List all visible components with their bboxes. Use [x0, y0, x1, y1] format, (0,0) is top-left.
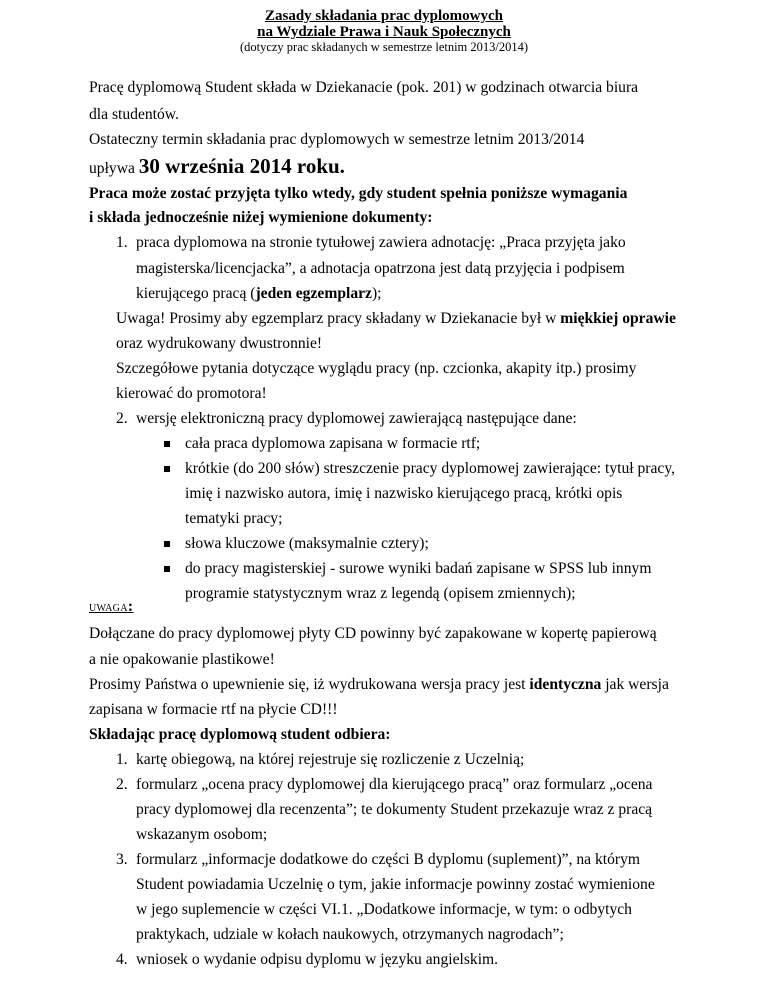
bullet-marker: [164, 566, 170, 572]
requirement-item1-line1: praca dyplomowa na stronie tytułowej zawiera adnotację: „Praca przyjęta jako: [136, 234, 626, 251]
warning-label-text: UWAGA: [89, 603, 128, 614]
intro-p1-line1: Pracę dyplomową Student składa w Dziekanacie (pok. 201) w godzinach otwarcia biura: [89, 79, 639, 96]
warning-p2-prefix: Prosimy Państwa o upewnienie się, iż wydrukowana wersja pracy jest: [89, 676, 530, 693]
warning-p2-line1: [89, 675, 669, 695]
bullet2-line2: imię i nazwisko autora, imię i nazwisko kierującego pracą, krótki opis: [185, 485, 623, 502]
warning-label: [89, 600, 133, 616]
receives-item3-line1: formularz „informacje dodatkowe do części B dyplomu (suplement)”, na którym: [136, 851, 641, 868]
requirement-item1-line3: [136, 284, 382, 304]
receives-item3-line4: praktykach, udziale w kołach naukowych, otrzymanych nagrodach”;: [136, 926, 564, 943]
bullet-marker: [164, 441, 170, 447]
bullet1-line1: cała praca dyplomowa zapisana w formacie rtf;: [185, 435, 481, 452]
warning-p2-suffix: jak wersja: [601, 676, 669, 693]
bullet-marker: [164, 466, 170, 472]
document-title-line1: Zasady składania prac dyplomowych: [265, 8, 503, 24]
document-title-line2: na Wydziale Prawa i Nauk Społecznych: [257, 24, 511, 40]
requirement-item2-text: wersję elektroniczną pracy dyplomowej zawierającą następujące dane:: [136, 410, 577, 427]
note1-softcover-bold: miękkiej oprawie: [560, 310, 676, 327]
note1-line2: oraz wydrukowany dwustronnie!: [116, 335, 323, 352]
document-subtitle: (dotyczy prac składanych w semestrze letnim 2013/2014): [239, 40, 529, 54]
receives-item3-line2: Student powiadamia Uczelnię o tym, jakie informacje powinny zostać wymienione: [136, 876, 655, 893]
warning-p2-line2: zapisana w formacie rtf na płycie CD!!!: [89, 701, 338, 718]
bullet3-line1: słowa kluczowe (maksymalnie cztery);: [185, 535, 429, 552]
note2-line1: Szczegółowe pytania dotyczące wyglądu pracy (np. czcionka, akapity itp.) prosimy: [116, 360, 637, 377]
bullet-marker: [164, 541, 170, 547]
requirement-item1-number: 1.: [116, 234, 128, 251]
intro-p1-line2: dla studentów.: [89, 106, 179, 123]
warning-p1-line2: a nie opakowanie plastikowe!: [89, 651, 275, 668]
note2-line2: kierować do promotora!: [116, 385, 267, 402]
warning-identical-bold: identyczna: [529, 676, 602, 693]
receives-item4-line1: wniosek o wydanie odpisu dyplomu w języku angielskim.: [136, 951, 499, 968]
receives-item3-number: 3.: [116, 851, 128, 868]
deadline-prefix: upływa: [89, 160, 139, 177]
receives-item1-line1: kartę obiegową, na której rejestruje się rozliczenie z Uczelnią;: [136, 751, 525, 768]
warning-p1-line1: Dołączane do pracy dyplomowej płyty CD powinny być zapakowane w kopertę papierową: [89, 625, 657, 642]
receives-item2-line3: wskazanym osobom;: [136, 826, 268, 843]
receives-item4-number: 4.: [116, 951, 128, 968]
item1-copies-bold: jeden egzemplarz: [255, 285, 372, 302]
requirements-heading-line1: Praca może zostać przyjęta tylko wtedy, gdy student spełnia poniższe wymagania: [89, 185, 628, 202]
requirement-item1-line2: magisterska/licencjacka”, a adnotacja opatrzona jest datą przyjęcia i podpisem: [136, 260, 625, 277]
bullet4-line1: do pracy magisterskiej - surowe wyniki badań zapisane w SPSS lub innym: [185, 560, 652, 577]
receives-item1-number: 1.: [116, 751, 128, 768]
receives-item2-line1: formularz „ocena pracy dyplomowej dla kierującego pracą” oraz formularz „ocena: [136, 776, 653, 793]
receives-heading: Składając pracę dyplomową student odbiera:: [89, 726, 391, 743]
receives-item2-number: 2.: [116, 776, 128, 793]
intro-deadline-line: [89, 156, 345, 179]
note1-line1: [116, 309, 676, 329]
bullet2-line3: tematyki pracy;: [185, 510, 283, 527]
requirements-heading-line2: i składa jednocześnie niżej wymienione dokumenty:: [89, 209, 433, 226]
item1-line3-suffix: );: [371, 285, 382, 302]
receives-item2-line2: pracy dyplomowej dla recenzenta”; te dokumenty Student przekazuje wraz z pracą: [136, 801, 653, 818]
bullet2-line1: krótkie (do 200 słów) streszczenie pracy dyplomowej zawierające: tytuł pracy,: [185, 460, 675, 477]
intro-p2-line1: Ostateczny termin składania prac dyplomowych w semestrze letnim 2013/2014: [89, 131, 585, 148]
note1-prefix: Uwaga! Prosimy aby egzemplarz pracy składany w Dziekanacie był w: [116, 310, 561, 327]
item1-line3-prefix: kierującego pracą (: [136, 285, 256, 302]
receives-item3-line3: w jego suplemencie w części VI.1. „Dodatkowe informacje, w tym: o odbytych: [136, 901, 632, 918]
bullet4-line2: programie statystycznym wraz z legendą (opisem zmiennych);: [185, 585, 576, 602]
warning-colon: :: [127, 598, 134, 615]
deadline-date: 30 września 2014 roku.: [138, 154, 345, 178]
requirement-item2-number: 2.: [116, 410, 128, 427]
